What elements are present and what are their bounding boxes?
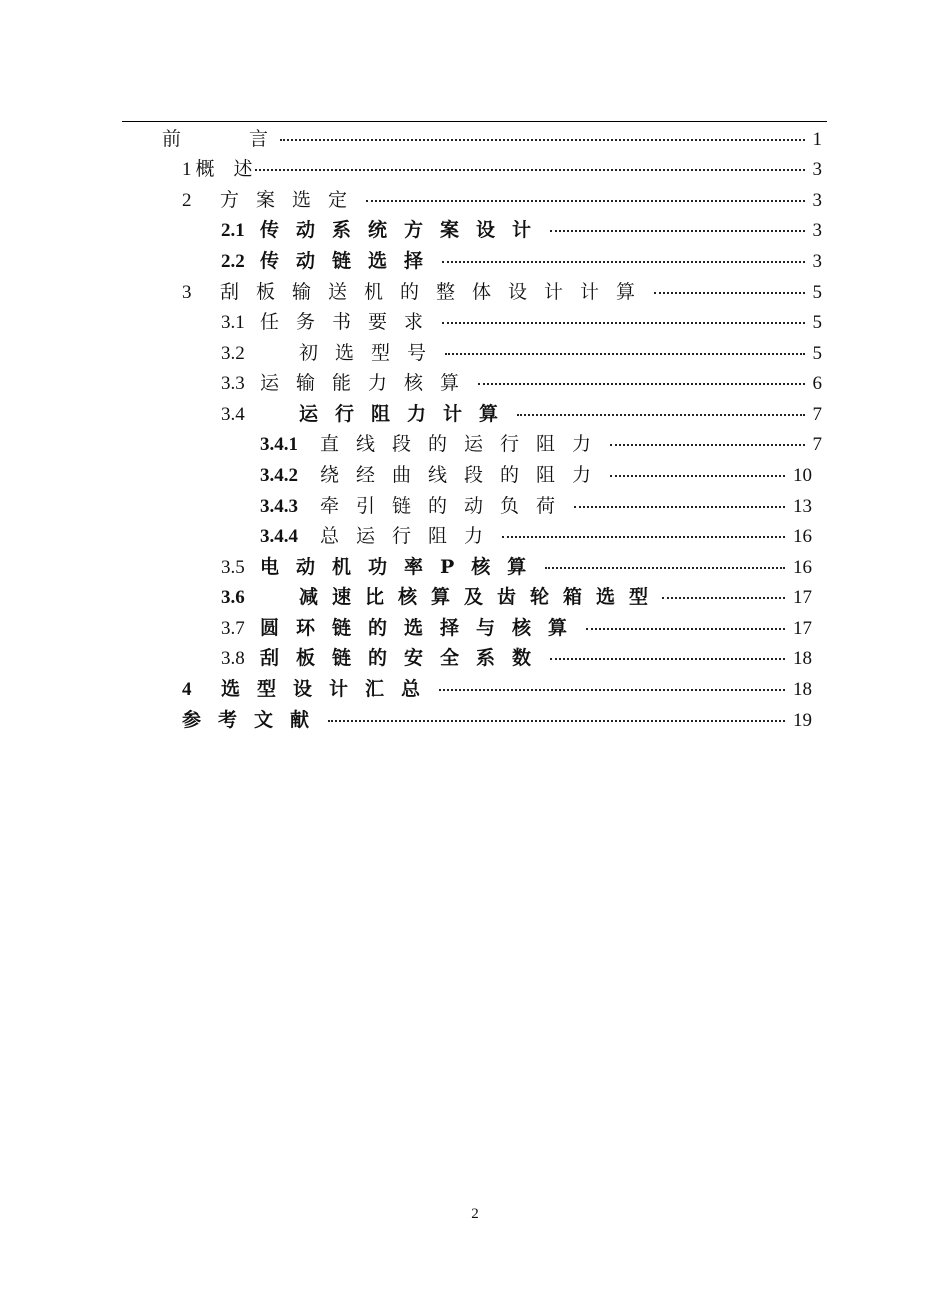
toc-section-number: 4 bbox=[182, 679, 192, 700]
toc-page-number: 3 bbox=[812, 190, 822, 211]
toc-section-number: 3.4 bbox=[221, 404, 245, 425]
toc-entry-3-4-1[interactable] bbox=[260, 432, 822, 456]
toc-leader-dots bbox=[545, 567, 785, 569]
toc-leader-dots bbox=[439, 689, 785, 691]
toc-leader-dots bbox=[442, 322, 804, 324]
toc-page-number: 18 bbox=[793, 679, 812, 700]
toc-title: 总运行阻力 bbox=[320, 525, 501, 547]
toc-leader-dots bbox=[442, 261, 804, 263]
toc-entry-references[interactable] bbox=[182, 708, 812, 732]
toc-entry-3-6[interactable] bbox=[221, 585, 812, 609]
toc-entry-3-1[interactable] bbox=[221, 310, 822, 334]
toc-section-number: 3.4.4 bbox=[260, 526, 298, 547]
toc-entry-3-2[interactable] bbox=[221, 341, 822, 365]
toc-entry-3-4-4[interactable] bbox=[260, 524, 812, 548]
toc-page-number: 16 bbox=[793, 526, 812, 547]
toc-section-number: 1 bbox=[182, 159, 192, 180]
toc-leader-dots bbox=[280, 139, 804, 141]
toc-page-number: 3 bbox=[812, 251, 822, 272]
header-rule bbox=[122, 121, 827, 122]
toc-entry-2-1[interactable] bbox=[221, 218, 822, 242]
toc-leader-dots bbox=[610, 444, 804, 446]
toc-section-number: 3.5 bbox=[221, 557, 245, 578]
toc-section-number: 3.4.2 bbox=[260, 465, 298, 486]
toc-entry-2-2[interactable] bbox=[221, 249, 822, 273]
toc-section-number: 3.7 bbox=[221, 618, 245, 639]
toc-title: 减速比核算及齿轮箱选型 bbox=[299, 586, 663, 608]
toc-title: 概 述 bbox=[195, 158, 253, 180]
toc-section-number: 2 bbox=[182, 190, 192, 211]
toc-page-number: 19 bbox=[793, 710, 812, 731]
toc-entry-3[interactable] bbox=[182, 280, 822, 304]
toc-page-number: 5 bbox=[812, 312, 822, 333]
toc-leader-dots bbox=[478, 383, 804, 385]
toc-title: 任务书要求 bbox=[260, 311, 441, 333]
toc-title: 参考文献 bbox=[182, 709, 327, 731]
toc-page-number: 7 bbox=[812, 404, 822, 425]
toc-page-number: 1 bbox=[812, 129, 822, 150]
toc-page-number: 3 bbox=[812, 159, 822, 180]
toc-entry-preface[interactable] bbox=[162, 127, 822, 151]
toc-page-number: 13 bbox=[793, 496, 812, 517]
toc-leader-dots bbox=[586, 628, 785, 630]
toc-leader-dots bbox=[610, 475, 785, 477]
toc-page-number: 16 bbox=[793, 557, 812, 578]
toc-page-number: 7 bbox=[812, 434, 822, 455]
toc-page-number: 6 bbox=[812, 373, 822, 394]
toc-entry-4[interactable] bbox=[182, 677, 812, 701]
toc-entry-3-7[interactable] bbox=[221, 616, 812, 640]
toc-title: 圆环链的选择与核算 bbox=[260, 617, 585, 639]
toc-section-number: 3.2 bbox=[221, 343, 245, 364]
toc-entry-3-3[interactable] bbox=[221, 371, 822, 395]
toc-title: 初选型号 bbox=[299, 342, 444, 364]
toc-leader-dots bbox=[255, 169, 805, 171]
toc-title: 方案选定 bbox=[220, 189, 365, 211]
toc-leader-dots bbox=[445, 353, 804, 355]
toc-section-number: 3.3 bbox=[221, 373, 245, 394]
toc-section-number: 3.4.3 bbox=[260, 496, 298, 517]
toc-entry-3-4-2[interactable] bbox=[260, 463, 812, 487]
toc-title: 传动链选择 bbox=[260, 250, 441, 272]
toc-title: 牵引链的动负荷 bbox=[320, 495, 573, 517]
toc-title: 刮板链的安全系数 bbox=[260, 647, 549, 669]
toc-leader-dots bbox=[366, 200, 804, 202]
toc-section-number: 2.1 bbox=[221, 220, 245, 241]
toc-page-number: 3 bbox=[812, 220, 822, 241]
toc-entry-3-8[interactable] bbox=[221, 646, 812, 670]
toc-title: 传动系统方案设计 bbox=[260, 219, 549, 241]
toc-entry-3-5[interactable] bbox=[221, 555, 812, 579]
toc-page-number: 17 bbox=[793, 587, 812, 608]
toc-title: 电动机功率P核算 bbox=[260, 556, 544, 578]
toc-title: 刮板输送机的整体设计计算 bbox=[220, 281, 653, 303]
toc-section-number: 3.1 bbox=[221, 312, 245, 333]
toc-entry-2[interactable] bbox=[182, 188, 822, 212]
toc-title: 选型设计汇总 bbox=[221, 678, 438, 700]
toc-leader-dots bbox=[550, 230, 804, 232]
toc-section-number: 3.6 bbox=[221, 587, 245, 608]
toc-section-number: 3 bbox=[182, 282, 192, 303]
toc-leader-dots bbox=[654, 292, 804, 294]
toc-leader-dots bbox=[517, 414, 804, 416]
toc-section-number: 3.8 bbox=[221, 648, 245, 669]
toc-section-number: 3.4.1 bbox=[260, 434, 298, 455]
toc-page-number: 18 bbox=[793, 648, 812, 669]
toc-section-number: 2.2 bbox=[221, 251, 245, 272]
toc-entry-3-4[interactable] bbox=[221, 402, 822, 426]
toc-leader-dots bbox=[662, 597, 785, 599]
toc-entry-1[interactable] bbox=[182, 157, 822, 181]
toc-leader-dots bbox=[550, 658, 785, 660]
toc-page-number: 5 bbox=[812, 282, 822, 303]
toc-page-number: 5 bbox=[812, 343, 822, 364]
toc-leader-dots bbox=[574, 506, 785, 508]
toc-title: 绕经曲线段的阻力 bbox=[320, 464, 609, 486]
page-number: 2 bbox=[471, 1206, 479, 1222]
toc-page-number: 10 bbox=[793, 465, 812, 486]
toc-page-number: 17 bbox=[793, 618, 812, 639]
toc-leader-dots bbox=[328, 720, 785, 722]
toc-leader-dots bbox=[502, 536, 785, 538]
toc-title: 前 言 bbox=[162, 128, 279, 150]
toc-title: 运行阻力计算 bbox=[299, 403, 516, 425]
toc-entry-3-4-3[interactable] bbox=[260, 494, 812, 518]
toc-title: 运输能力核算 bbox=[260, 372, 477, 394]
toc-title: 直线段的运行阻力 bbox=[320, 433, 609, 455]
